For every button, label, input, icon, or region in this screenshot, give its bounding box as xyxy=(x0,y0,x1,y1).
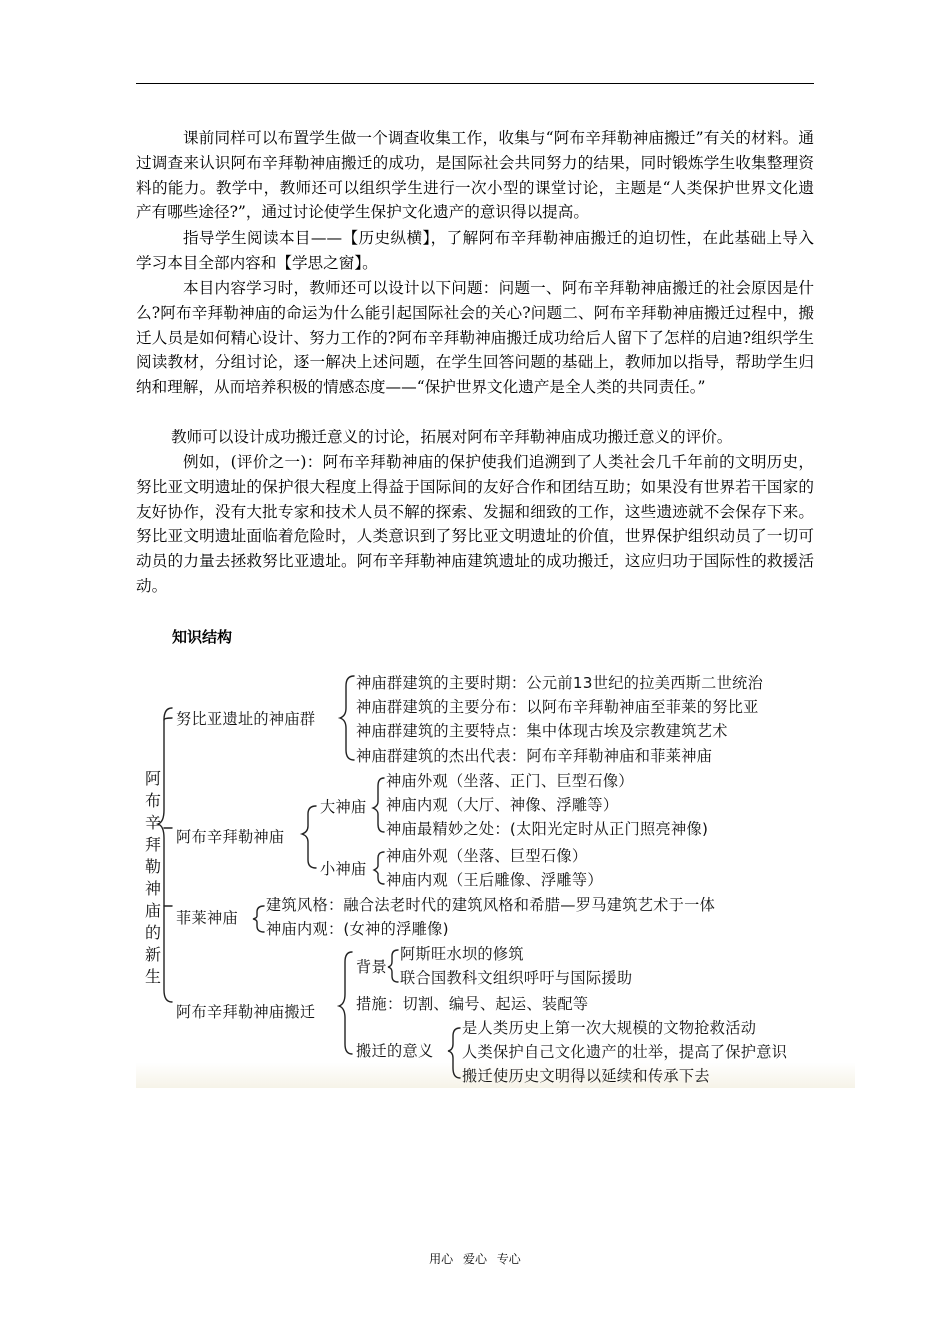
page-footer: 用心 爱心 专心 xyxy=(429,1252,521,1266)
big-bracket xyxy=(373,778,384,832)
knowledge-structure-diagram xyxy=(136,660,855,1088)
b2-bracket xyxy=(302,806,316,868)
background-label: 背景 xyxy=(356,958,387,976)
b3-label: 菲莱神庙 xyxy=(176,909,238,927)
meaning-item-3: 搬迁使历史文明得以延续和传承下去 xyxy=(462,1067,710,1085)
measures-text: 措施：切割、编号、起运、装配等 xyxy=(356,995,589,1013)
meaning-label: 搬迁的意义 xyxy=(356,1042,434,1060)
b1-bracket xyxy=(340,676,354,760)
section-title: 知识结构 xyxy=(172,628,233,646)
paragraph-5: 例如，(评价之一)：阿布辛拜勒神庙的保护使我们追溯到了人类社会几千年前的文明历史，努比亚文明遗址的保护很大程度上得益于国际间的友好合作和团结互助；如果没有世界若干国家的友好协作，没有大批专家和技术人员不解的探索、发掘和细致的工作，这些遗迹就不会保存下来。努比亚文明遗址面临着危险时，人类意识到了努比亚文明遗址的价值，世界保护组织动员了一切可动员的力量去拯救努比亚遗址。阿布辛拜勒神庙建筑遗址的成功搬迁，这应归功于国际性的救援活动。 xyxy=(136,453,814,595)
meaning-item-2: 人类保护自己文化遗产的壮举，提高了保护意识 xyxy=(462,1043,788,1061)
b1-item-4: 神庙群建筑的杰出代表：阿布辛拜勒神庙和菲莱神庙 xyxy=(356,747,713,765)
b1-label: 努比亚遗址的神庙群 xyxy=(176,710,316,728)
small-temple-label: 小神庙 xyxy=(320,860,367,878)
paragraph-1: 课前同样可以布置学生做一个调查收集工作，收集与“阿布辛拜勒神庙搬迁”有关的材料。通过调查来认识阿布辛拜勒神庙搬迁的成功，是国际社会共同努力的结果，同时锻炼学生收集整理资料的能力。教学中，教师还可以组织学生进行一次小型的课堂讨论，主题是“人类保护世界文化遗产有哪些途径?”，通过讨论使学生保护文化遗产的意识得以提高。 xyxy=(136,129,814,222)
header-rule xyxy=(136,83,814,84)
bg-bracket xyxy=(388,950,398,982)
paragraph-4: 教师可以设计成功搬迁意义的讨论，拓展对阿布辛拜勒神庙成功搬迁意义的评价。 xyxy=(171,428,733,446)
background-item-2: 联合国教科文组织呼吁与国际援助 xyxy=(400,969,633,987)
paragraph-2: 指导学生阅读本目——【历史纵横】，了解阿布辛拜勒神庙搬迁的迫切性，在此基础上导入学习本目全部内容和【学思之窗】。 xyxy=(136,229,814,272)
diagram-root: 阿布辛拜勒神庙的新生 xyxy=(144,769,161,986)
b4-bracket xyxy=(339,952,352,1054)
big-item-2: 神庙内观（大厅、神像、浮雕等） xyxy=(386,796,619,814)
b3-item-1: 建筑风格：融合法老时代的建筑风格和希腊—罗马建筑艺术于一体 xyxy=(266,896,716,914)
b3-item-2: 神庙内观：(女神的浮雕像) xyxy=(266,920,449,938)
small-item-2: 神庙内观（王后雕像、浮雕等） xyxy=(386,871,603,889)
b1-item-1: 神庙群建筑的主要时期：公元前13世纪的拉美西斯二世统治 xyxy=(356,674,764,692)
big-item-3: 神庙最精妙之处：(太阳光定时从正门照亮神像) xyxy=(386,820,709,838)
b3-bracket xyxy=(253,906,264,932)
paragraph-3: 本目内容学习时，教师还可以设计以下问题：问题一、阿布辛拜勒神庙搬迁的社会原因是什么?阿布辛拜勒神庙的命运为什么能引起国际社会的关心?问题二、阿布辛拜勒神庙搬迁过程中，搬迁人员是如何精心设计、努力工作的?阿布辛拜勒神庙搬迁成功给后人留下了怎样的启迪?组织学生阅读教材，分组讨论，逐一解决上述问题，在学生回答问题的基础上，教师加以指导，帮助学生归纳和理解，从而培养积极的情感态度——“保护世界文化遗产是全人类的共同责任。” xyxy=(136,279,814,397)
meaning-bracket xyxy=(448,1028,460,1078)
background-item-1: 阿斯旺水坝的修筑 xyxy=(400,945,524,963)
small-bracket xyxy=(374,852,384,884)
big-temple-label: 大神庙 xyxy=(320,798,367,816)
b1-item-3: 神庙群建筑的主要特点：集中体现古埃及宗教建筑艺术 xyxy=(356,722,728,740)
big-item-1: 神庙外观（坐落、正门、巨型石像） xyxy=(386,772,634,790)
b1-item-2: 神庙群建筑的主要分布：以阿布辛拜勒神庙至菲莱的努比亚 xyxy=(356,698,759,716)
b2-label: 阿布辛拜勒神庙 xyxy=(176,828,285,846)
small-item-1: 神庙外观（坐落、巨型石像） xyxy=(386,847,588,865)
meaning-item-1: 是人类历史上第一次大规模的文物抢救活动 xyxy=(462,1019,757,1037)
b4-label: 阿布辛拜勒神庙搬迁 xyxy=(176,1003,316,1021)
